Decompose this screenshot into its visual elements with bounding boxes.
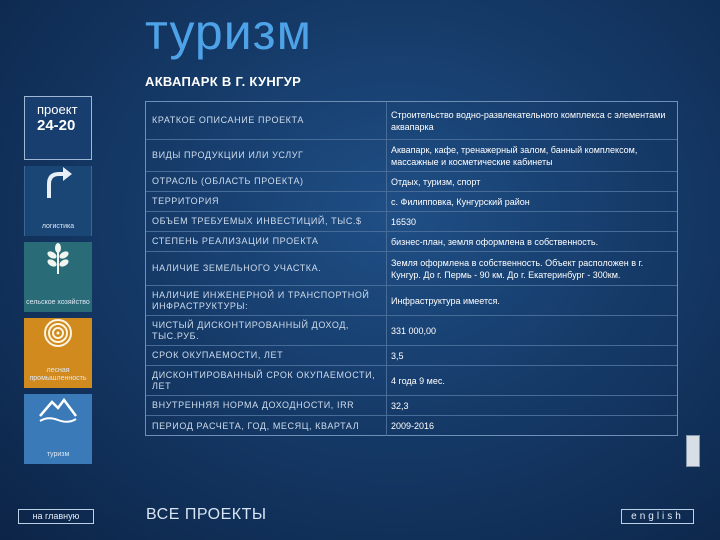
row-value: 16530 [391, 216, 417, 227]
project-label: проект [37, 102, 78, 117]
row-value: Строительство водно-развлекательного комплекса с элементами аквапарка [391, 109, 666, 132]
category-label: сельское хозяйство [26, 299, 90, 306]
category-label: лесная промышленность [29, 367, 87, 382]
row-value: Аквапарк, кафе, тренажерный залом, банный комплексом, массажные и косметические кабинеты [391, 144, 638, 167]
row-label: НАЛИЧИЕ ИНЖЕНЕРНОЙ И ТРАНСПОРТНОЙ ИНФРАСТРУКТУРЫ: [152, 289, 370, 311]
table-row [146, 252, 677, 286]
table-row [146, 346, 677, 366]
row-value: 3,5 [391, 350, 404, 361]
tree-rings-icon [43, 318, 73, 348]
row-label: ДИСКОНТИРОВАННЫЙ СРОК ОКУПАЕМОСТИ, ЛЕТ [152, 369, 376, 391]
project-subtitle: АКВАПАРК В Г. КУНГУР [145, 74, 302, 89]
table-row [146, 140, 677, 172]
row-value: 4 года 9 мес. [391, 375, 445, 386]
category-label: туризм [46, 451, 70, 458]
row-value: 32,3 [391, 400, 409, 411]
category-forestry[interactable] [24, 318, 92, 388]
row-value: с. Филипповка, Кунгурский район [391, 196, 530, 207]
sprout-icon [43, 242, 73, 276]
table-row [146, 396, 677, 416]
row-label: КРАТКОЕ ОПИСАНИЕ ПРОЕКТА [152, 115, 304, 125]
project-number: 24-20 [37, 117, 76, 134]
row-value: бизнес-план, земля оформлена в собственность. [391, 236, 599, 247]
page-title: туризм [145, 4, 312, 60]
sidebar [24, 96, 92, 464]
category-agriculture[interactable] [24, 242, 92, 312]
table-row [146, 102, 677, 140]
row-label: ЧИСТЫЙ ДИСКОНТИРОВАННЫЙ ДОХОД, ТЫС.РУБ. [152, 319, 350, 341]
table-row [146, 172, 677, 192]
all-projects-link[interactable]: ВСЕ ПРОЕКТЫ [146, 506, 267, 523]
project-info-table [145, 101, 678, 436]
row-label: ВНУТРЕННЯЯ НОРМА ДОХОДНОСТИ, IRR [152, 400, 355, 410]
row-value: Отдых, туризм, спорт [391, 176, 481, 187]
table-row [146, 286, 677, 316]
table-row [146, 366, 677, 396]
row-label: ВИДЫ ПРОДУКЦИИ ИЛИ УСЛУГ [152, 150, 304, 160]
row-value: 331 000,00 [391, 325, 437, 336]
category-logistics[interactable] [24, 166, 92, 236]
category-label: логистика [41, 223, 75, 230]
table-row [146, 192, 677, 212]
row-label: ПЕРИОД РАСЧЕТА, ГОД, МЕСЯЦ, КВАРТАЛ [152, 420, 360, 431]
language-english-button[interactable]: english [621, 509, 694, 524]
table-row [146, 416, 677, 436]
scrollbar-thumb[interactable] [686, 435, 700, 467]
category-tourism[interactable] [24, 394, 92, 464]
arrow-turn-icon [43, 166, 73, 200]
row-value: Земля оформлена в собственность. Объект расположен в г. Кунгур. До г. Пермь - 90 км. До г. Екатеринбург - 300км. [391, 257, 644, 280]
row-label: СРОК ОКУПАЕМОСТИ, ЛЕТ [152, 350, 284, 360]
project-number-box [24, 96, 92, 160]
row-value: 2009-2016 [391, 421, 435, 431]
table-row [146, 316, 677, 346]
row-label: НАЛИЧИЕ ЗЕМЕЛЬНОГО УЧАСТКА. [152, 263, 322, 273]
home-button[interactable]: на главную [18, 509, 94, 524]
row-label: ОТРАСЛЬ (ОБЛАСТЬ ПРОЕКТА) [152, 176, 304, 186]
table-row [146, 212, 677, 232]
mountain-wave-icon [38, 394, 78, 424]
row-label: ТЕРРИТОРИЯ [152, 196, 220, 206]
row-value: Инфраструктура имеется. [391, 295, 500, 306]
table-row [146, 232, 677, 252]
row-label: СТЕПЕНЬ РЕАЛИЗАЦИИ ПРОЕКТА [152, 236, 319, 246]
row-label: ОБЪЕМ ТРЕБУЕМЫХ ИНВЕСТИЦИЙ, ТЫС.$ [152, 216, 362, 226]
